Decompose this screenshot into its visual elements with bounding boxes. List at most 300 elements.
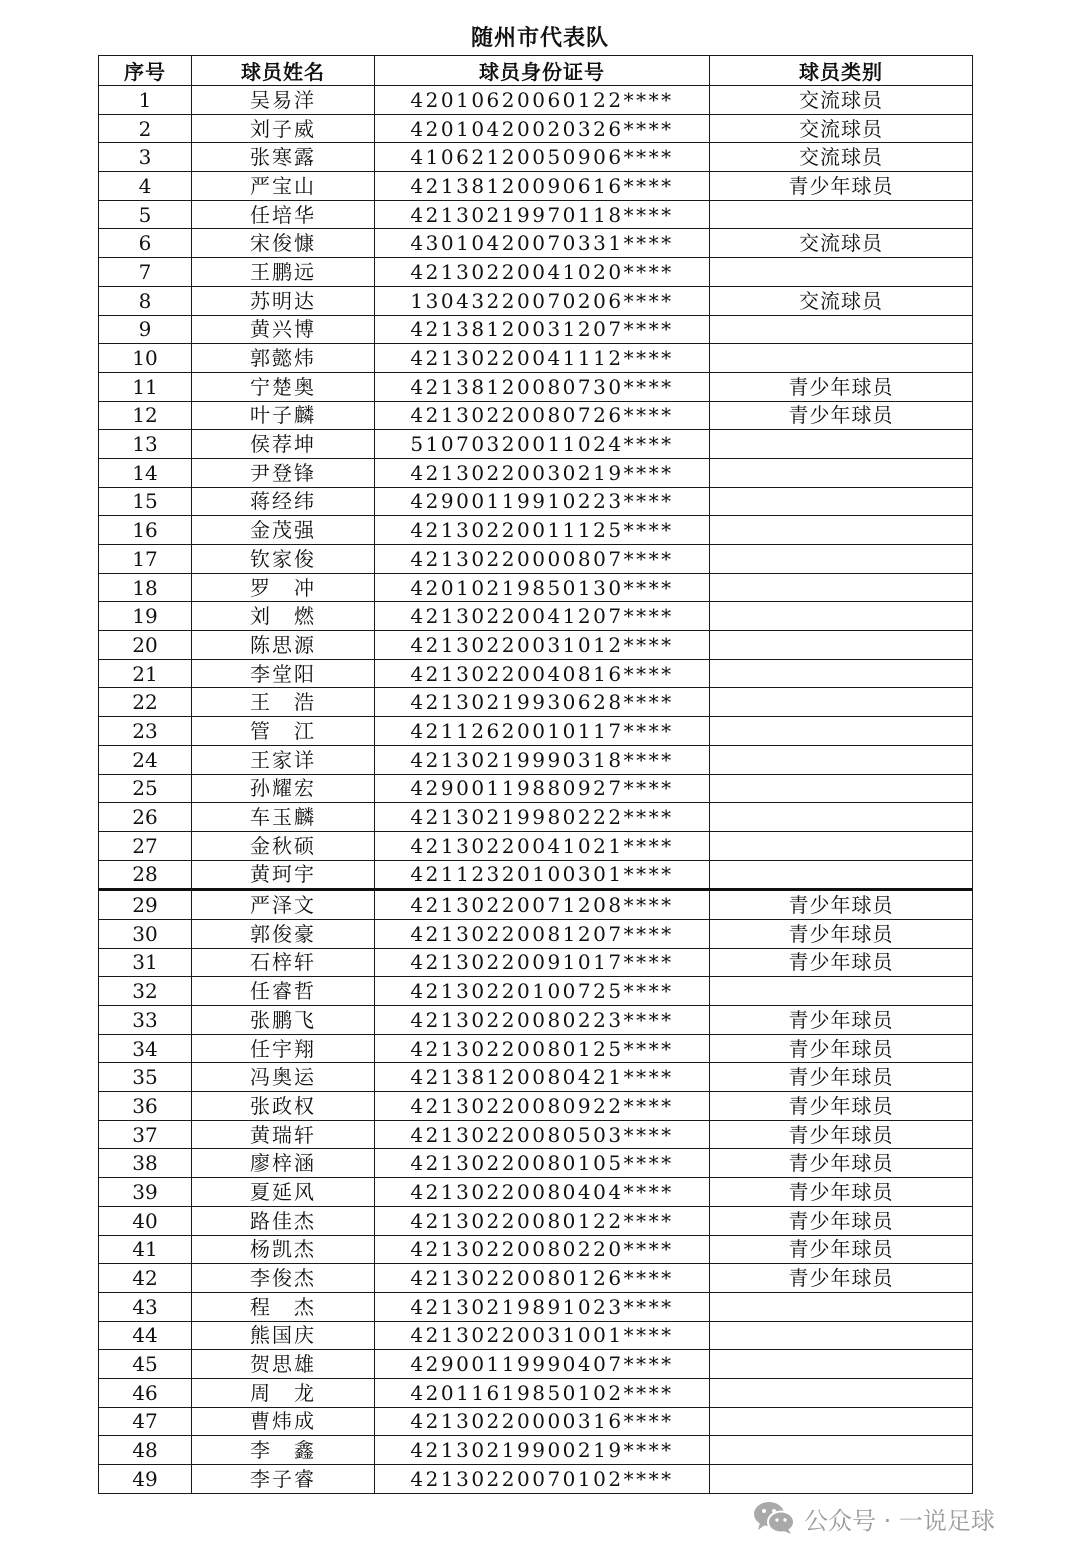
player-name-text: 任培华 bbox=[250, 202, 316, 227]
cell-id-number: 42130220080126**** bbox=[375, 1264, 710, 1293]
cell-id-number: 42011619850102**** bbox=[375, 1378, 710, 1407]
table-row bbox=[99, 344, 973, 373]
cell-id-number: 42112620010117**** bbox=[375, 717, 710, 746]
player-name-text: 曹炜成 bbox=[250, 1409, 316, 1434]
cell-number: 19 bbox=[99, 602, 192, 631]
cell-player-name bbox=[192, 573, 375, 602]
column-header-name: 球员姓名 bbox=[192, 56, 375, 86]
cell-number: 30 bbox=[99, 919, 192, 948]
player-name-text: 杨凯杰 bbox=[250, 1237, 316, 1262]
table-row bbox=[99, 1178, 973, 1207]
cell-category bbox=[710, 631, 973, 660]
cell-category: 青少年球员 bbox=[710, 172, 973, 201]
table-row bbox=[99, 372, 973, 401]
wechat-watermark bbox=[752, 1498, 995, 1538]
cell-category bbox=[710, 1321, 973, 1350]
cell-number: 7 bbox=[99, 258, 192, 287]
player-name-text: 周 龙 bbox=[250, 1380, 316, 1405]
cell-id-number: 42130220031001**** bbox=[375, 1321, 710, 1350]
cell-player-name bbox=[192, 172, 375, 201]
cell-number: 39 bbox=[99, 1178, 192, 1207]
cell-category: 交流球员 bbox=[710, 114, 973, 143]
cell-category: 青少年球员 bbox=[710, 401, 973, 430]
cell-number: 9 bbox=[99, 315, 192, 344]
cell-category: 交流球员 bbox=[710, 143, 973, 172]
column-header-number: 序号 bbox=[99, 56, 192, 86]
player-name-text: 任睿哲 bbox=[250, 979, 316, 1004]
cell-category bbox=[710, 545, 973, 574]
cell-id-number: 42130220041021**** bbox=[375, 831, 710, 860]
cell-id-number: 42138120090616**** bbox=[375, 172, 710, 201]
cell-id-number: 42130220080726**** bbox=[375, 401, 710, 430]
cell-player-name bbox=[192, 372, 375, 401]
cell-number: 47 bbox=[99, 1407, 192, 1436]
cell-category bbox=[710, 1378, 973, 1407]
cell-number: 41 bbox=[99, 1235, 192, 1264]
cell-number: 12 bbox=[99, 401, 192, 430]
player-name-text: 叶子麟 bbox=[250, 403, 316, 428]
cell-id-number: 42130220031012**** bbox=[375, 631, 710, 660]
cell-player-name bbox=[192, 1149, 375, 1178]
cell-player-name bbox=[192, 1063, 375, 1092]
cell-id-number: 42130220070102**** bbox=[375, 1465, 710, 1494]
cell-id-number: 42130220080122**** bbox=[375, 1206, 710, 1235]
cell-player-name bbox=[192, 1436, 375, 1465]
player-name-text: 王 浩 bbox=[250, 690, 316, 715]
cell-player-name bbox=[192, 602, 375, 631]
table-row bbox=[99, 631, 973, 660]
player-name-text: 张鹏飞 bbox=[250, 1007, 316, 1032]
player-name-text: 尹登锋 bbox=[250, 460, 316, 485]
table-row bbox=[99, 1378, 973, 1407]
cell-number: 42 bbox=[99, 1264, 192, 1293]
player-name-text: 石梓轩 bbox=[250, 950, 316, 975]
cell-id-number: 42130220091017**** bbox=[375, 948, 710, 977]
table-row bbox=[99, 659, 973, 688]
cell-number: 40 bbox=[99, 1206, 192, 1235]
cell-number: 48 bbox=[99, 1436, 192, 1465]
table-row bbox=[99, 1436, 973, 1465]
cell-category: 青少年球员 bbox=[710, 1235, 973, 1264]
player-name-text: 苏明达 bbox=[250, 288, 316, 313]
cell-player-name bbox=[192, 860, 375, 890]
cell-category bbox=[710, 344, 973, 373]
cell-player-name bbox=[192, 1465, 375, 1494]
player-name-text: 金秋硕 bbox=[250, 833, 316, 858]
table-row bbox=[99, 516, 973, 545]
player-name-text: 罗 冲 bbox=[250, 575, 316, 600]
cell-category bbox=[710, 860, 973, 890]
cell-id-number: 42130219980222**** bbox=[375, 803, 710, 832]
cell-player-name bbox=[192, 631, 375, 660]
cell-category bbox=[710, 573, 973, 602]
player-name-text: 钦家俊 bbox=[250, 546, 316, 571]
cell-number: 37 bbox=[99, 1120, 192, 1149]
wechat-icon bbox=[752, 1500, 796, 1536]
player-name-text: 任宇翔 bbox=[250, 1036, 316, 1061]
cell-player-name bbox=[192, 977, 375, 1006]
cell-number: 29 bbox=[99, 890, 192, 920]
cell-number: 31 bbox=[99, 948, 192, 977]
table-row bbox=[99, 1321, 973, 1350]
cell-id-number: 42010620060122**** bbox=[375, 86, 710, 115]
player-name-text: 管 江 bbox=[250, 718, 316, 743]
cell-player-name bbox=[192, 1378, 375, 1407]
player-roster-table bbox=[98, 55, 973, 1494]
player-name-text: 李子睿 bbox=[250, 1466, 316, 1491]
cell-id-number: 42130219990318**** bbox=[375, 745, 710, 774]
cell-id-number: 42130219900219**** bbox=[375, 1436, 710, 1465]
table-row bbox=[99, 1034, 973, 1063]
table-row bbox=[99, 430, 973, 459]
player-name-text: 李俊杰 bbox=[250, 1266, 316, 1291]
cell-number: 36 bbox=[99, 1092, 192, 1121]
cell-player-name bbox=[192, 659, 375, 688]
cell-player-name bbox=[192, 1264, 375, 1293]
cell-player-name bbox=[192, 1092, 375, 1121]
cell-category bbox=[710, 258, 973, 287]
cell-number: 26 bbox=[99, 803, 192, 832]
cell-number: 1 bbox=[99, 86, 192, 115]
cell-id-number: 42130220080503**** bbox=[375, 1120, 710, 1149]
player-name-text: 张寒露 bbox=[250, 145, 316, 170]
player-name-text: 宋俊慷 bbox=[250, 231, 316, 256]
cell-player-name bbox=[192, 286, 375, 315]
table-row bbox=[99, 286, 973, 315]
cell-id-number: 42138120080421**** bbox=[375, 1063, 710, 1092]
cell-id-number: 42130220041112**** bbox=[375, 344, 710, 373]
cell-player-name bbox=[192, 831, 375, 860]
cell-player-name bbox=[192, 200, 375, 229]
cell-number: 27 bbox=[99, 831, 192, 860]
cell-number: 34 bbox=[99, 1034, 192, 1063]
cell-category bbox=[710, 200, 973, 229]
cell-number: 21 bbox=[99, 659, 192, 688]
table-row bbox=[99, 803, 973, 832]
table-row bbox=[99, 1063, 973, 1092]
cell-id-number: 42130219891023**** bbox=[375, 1292, 710, 1321]
cell-id-number: 42010420020326**** bbox=[375, 114, 710, 143]
cell-number: 8 bbox=[99, 286, 192, 315]
cell-player-name bbox=[192, 890, 375, 920]
table-row bbox=[99, 774, 973, 803]
cell-player-name bbox=[192, 774, 375, 803]
player-name-text: 李堂阳 bbox=[250, 661, 316, 686]
cell-category bbox=[710, 315, 973, 344]
cell-player-name bbox=[192, 229, 375, 258]
cell-player-name bbox=[192, 1206, 375, 1235]
player-name-text: 吴易洋 bbox=[250, 87, 316, 112]
table-row bbox=[99, 1465, 973, 1494]
cell-player-name bbox=[192, 1235, 375, 1264]
player-name-text: 黄珂宇 bbox=[250, 862, 316, 887]
table-header-row bbox=[99, 56, 973, 86]
table-row bbox=[99, 919, 973, 948]
cell-id-number: 42130220041207**** bbox=[375, 602, 710, 631]
column-header-id-number: 球员身份证号 bbox=[375, 56, 710, 86]
cell-id-number: 42130220081207**** bbox=[375, 919, 710, 948]
cell-id-number: 42130220080223**** bbox=[375, 1006, 710, 1035]
cell-id-number: 42130220000807**** bbox=[375, 545, 710, 574]
cell-number: 4 bbox=[99, 172, 192, 201]
table-row bbox=[99, 1120, 973, 1149]
table-row bbox=[99, 200, 973, 229]
player-name-text: 夏延风 bbox=[250, 1179, 316, 1204]
player-name-text: 贺思雄 bbox=[250, 1352, 316, 1377]
cell-player-name bbox=[192, 516, 375, 545]
cell-number: 24 bbox=[99, 745, 192, 774]
cell-player-name bbox=[192, 717, 375, 746]
table-row bbox=[99, 545, 973, 574]
cell-id-number: 42900119880927**** bbox=[375, 774, 710, 803]
player-name-text: 黄兴博 bbox=[250, 317, 316, 342]
table-row bbox=[99, 143, 973, 172]
cell-number: 28 bbox=[99, 860, 192, 890]
cell-number: 32 bbox=[99, 977, 192, 1006]
cell-category: 青少年球员 bbox=[710, 1120, 973, 1149]
page-title: 随州市代表队 bbox=[470, 26, 609, 51]
cell-category bbox=[710, 1292, 973, 1321]
cell-player-name bbox=[192, 1178, 375, 1207]
table-row bbox=[99, 1407, 973, 1436]
cell-id-number: 42130220071208**** bbox=[375, 890, 710, 920]
cell-player-name bbox=[192, 1292, 375, 1321]
cell-id-number: 42010219850130**** bbox=[375, 573, 710, 602]
cell-number: 11 bbox=[99, 372, 192, 401]
cell-category: 交流球员 bbox=[710, 229, 973, 258]
cell-id-number: 42130219930628**** bbox=[375, 688, 710, 717]
cell-player-name bbox=[192, 430, 375, 459]
cell-id-number: 42130220080922**** bbox=[375, 1092, 710, 1121]
table-row bbox=[99, 745, 973, 774]
cell-player-name bbox=[192, 258, 375, 287]
column-header-category: 球员类别 bbox=[710, 56, 973, 86]
cell-player-name bbox=[192, 1034, 375, 1063]
cell-category bbox=[710, 717, 973, 746]
player-name-text: 车玉麟 bbox=[250, 805, 316, 830]
cell-number: 35 bbox=[99, 1063, 192, 1092]
cell-id-number: 42130220080125**** bbox=[375, 1034, 710, 1063]
cell-player-name bbox=[192, 458, 375, 487]
player-name-text: 冯奥运 bbox=[250, 1065, 316, 1090]
cell-category: 青少年球员 bbox=[710, 1206, 973, 1235]
player-name-text: 蒋经纬 bbox=[250, 489, 316, 514]
player-name-text: 刘 燃 bbox=[250, 604, 316, 629]
cell-id-number: 42130220011125**** bbox=[375, 516, 710, 545]
cell-category: 青少年球员 bbox=[710, 948, 973, 977]
cell-number: 20 bbox=[99, 631, 192, 660]
cell-category: 青少年球员 bbox=[710, 1063, 973, 1092]
table-row bbox=[99, 890, 973, 920]
player-name-text: 王家详 bbox=[250, 747, 316, 772]
cell-category: 青少年球员 bbox=[710, 1034, 973, 1063]
cell-number: 46 bbox=[99, 1378, 192, 1407]
cell-id-number: 42900119910223**** bbox=[375, 487, 710, 516]
table-row bbox=[99, 948, 973, 977]
cell-category: 青少年球员 bbox=[710, 1178, 973, 1207]
player-name-text: 程 杰 bbox=[250, 1294, 316, 1319]
cell-id-number: 42112320100301**** bbox=[375, 860, 710, 890]
cell-id-number: 42130220100725**** bbox=[375, 977, 710, 1006]
cell-category bbox=[710, 745, 973, 774]
player-name-text: 黄瑞轩 bbox=[250, 1122, 316, 1147]
table-row bbox=[99, 860, 973, 890]
table-row bbox=[99, 717, 973, 746]
cell-player-name bbox=[192, 401, 375, 430]
cell-category bbox=[710, 803, 973, 832]
player-name-text: 严泽文 bbox=[250, 893, 316, 918]
cell-id-number: 42130220080404**** bbox=[375, 1178, 710, 1207]
cell-category: 青少年球员 bbox=[710, 1264, 973, 1293]
cell-player-name bbox=[192, 487, 375, 516]
cell-id-number: 42130220080105**** bbox=[375, 1149, 710, 1178]
cell-id-number: 42130219970118**** bbox=[375, 200, 710, 229]
player-name-text: 熊国庆 bbox=[250, 1323, 316, 1348]
player-name-text: 王鹏远 bbox=[250, 259, 316, 284]
cell-id-number: 41062120050906**** bbox=[375, 143, 710, 172]
player-name-text: 金茂强 bbox=[250, 518, 316, 543]
cell-number: 15 bbox=[99, 487, 192, 516]
table-row bbox=[99, 977, 973, 1006]
cell-id-number: 42130220000316**** bbox=[375, 1407, 710, 1436]
cell-player-name bbox=[192, 745, 375, 774]
watermark-text: 公众号 · 一说足球 bbox=[804, 1506, 995, 1535]
cell-number: 33 bbox=[99, 1006, 192, 1035]
cell-id-number: 51070320011024**** bbox=[375, 430, 710, 459]
cell-id-number: 42130220040816**** bbox=[375, 659, 710, 688]
cell-number: 17 bbox=[99, 545, 192, 574]
cell-number: 2 bbox=[99, 114, 192, 143]
cell-number: 3 bbox=[99, 143, 192, 172]
cell-number: 5 bbox=[99, 200, 192, 229]
cell-number: 10 bbox=[99, 344, 192, 373]
cell-player-name bbox=[192, 688, 375, 717]
cell-category bbox=[710, 602, 973, 631]
table-row bbox=[99, 1206, 973, 1235]
cell-category bbox=[710, 688, 973, 717]
cell-category: 交流球员 bbox=[710, 86, 973, 115]
cell-player-name bbox=[192, 86, 375, 115]
cell-number: 45 bbox=[99, 1350, 192, 1379]
cell-number: 44 bbox=[99, 1321, 192, 1350]
player-name-text: 路佳杰 bbox=[250, 1208, 316, 1233]
roster-body bbox=[99, 86, 973, 1494]
cell-id-number: 43010420070331**** bbox=[375, 229, 710, 258]
cell-player-name bbox=[192, 803, 375, 832]
cell-number: 25 bbox=[99, 774, 192, 803]
player-name-text: 郭懿炜 bbox=[250, 346, 316, 371]
cell-player-name bbox=[192, 1350, 375, 1379]
cell-category bbox=[710, 430, 973, 459]
table-row bbox=[99, 487, 973, 516]
cell-id-number: 42130220041020**** bbox=[375, 258, 710, 287]
table-row bbox=[99, 1149, 973, 1178]
table-row bbox=[99, 401, 973, 430]
cell-category: 交流球员 bbox=[710, 286, 973, 315]
cell-category: 青少年球员 bbox=[710, 1092, 973, 1121]
cell-player-name bbox=[192, 1006, 375, 1035]
cell-id-number: 42130220030219**** bbox=[375, 458, 710, 487]
player-name-text: 严宝山 bbox=[250, 173, 316, 198]
table-row bbox=[99, 229, 973, 258]
player-name-text: 李 鑫 bbox=[250, 1438, 316, 1463]
cell-player-name bbox=[192, 1120, 375, 1149]
cell-category bbox=[710, 487, 973, 516]
cell-category bbox=[710, 1407, 973, 1436]
player-name-text: 陈思源 bbox=[250, 632, 316, 657]
cell-player-name bbox=[192, 114, 375, 143]
table-row bbox=[99, 1350, 973, 1379]
cell-category bbox=[710, 774, 973, 803]
cell-category: 青少年球员 bbox=[710, 1149, 973, 1178]
cell-number: 23 bbox=[99, 717, 192, 746]
cell-player-name bbox=[192, 1321, 375, 1350]
cell-id-number: 13043220070206**** bbox=[375, 286, 710, 315]
cell-category: 青少年球员 bbox=[710, 890, 973, 920]
cell-number: 18 bbox=[99, 573, 192, 602]
cell-player-name bbox=[192, 1407, 375, 1436]
table-row bbox=[99, 315, 973, 344]
cell-player-name bbox=[192, 919, 375, 948]
cell-number: 43 bbox=[99, 1292, 192, 1321]
cell-category bbox=[710, 977, 973, 1006]
player-name-text: 刘子威 bbox=[250, 116, 316, 141]
table-row bbox=[99, 1264, 973, 1293]
cell-category: 青少年球员 bbox=[710, 919, 973, 948]
cell-category: 青少年球员 bbox=[710, 372, 973, 401]
table-row bbox=[99, 258, 973, 287]
cell-player-name bbox=[192, 948, 375, 977]
table-row bbox=[99, 172, 973, 201]
cell-number: 22 bbox=[99, 688, 192, 717]
table-row bbox=[99, 573, 973, 602]
cell-number: 6 bbox=[99, 229, 192, 258]
table-row bbox=[99, 86, 973, 115]
cell-id-number: 42138120080730**** bbox=[375, 372, 710, 401]
table-row bbox=[99, 1292, 973, 1321]
cell-category bbox=[710, 458, 973, 487]
player-name-text: 郭俊豪 bbox=[250, 921, 316, 946]
cell-player-name bbox=[192, 545, 375, 574]
player-name-text: 侯荐坤 bbox=[250, 432, 316, 457]
cell-number: 16 bbox=[99, 516, 192, 545]
player-name-text: 廖梓涵 bbox=[250, 1151, 316, 1176]
cell-category bbox=[710, 1350, 973, 1379]
table-row bbox=[99, 458, 973, 487]
table-row bbox=[99, 1006, 973, 1035]
cell-player-name bbox=[192, 143, 375, 172]
cell-category bbox=[710, 831, 973, 860]
cell-id-number: 42900119990407**** bbox=[375, 1350, 710, 1379]
cell-number: 14 bbox=[99, 458, 192, 487]
cell-id-number: 42138120031207**** bbox=[375, 315, 710, 344]
player-name-text: 孙耀宏 bbox=[250, 776, 316, 801]
table-row bbox=[99, 1092, 973, 1121]
player-name-text: 张政权 bbox=[250, 1093, 316, 1118]
cell-player-name bbox=[192, 344, 375, 373]
cell-number: 49 bbox=[99, 1465, 192, 1494]
table-row bbox=[99, 831, 973, 860]
table-row bbox=[99, 602, 973, 631]
cell-category: 青少年球员 bbox=[710, 1006, 973, 1035]
cell-id-number: 42130220080220**** bbox=[375, 1235, 710, 1264]
cell-category bbox=[710, 1436, 973, 1465]
cell-number: 13 bbox=[99, 430, 192, 459]
cell-player-name bbox=[192, 315, 375, 344]
cell-number: 38 bbox=[99, 1149, 192, 1178]
table-row bbox=[99, 1235, 973, 1264]
cell-category bbox=[710, 1465, 973, 1494]
